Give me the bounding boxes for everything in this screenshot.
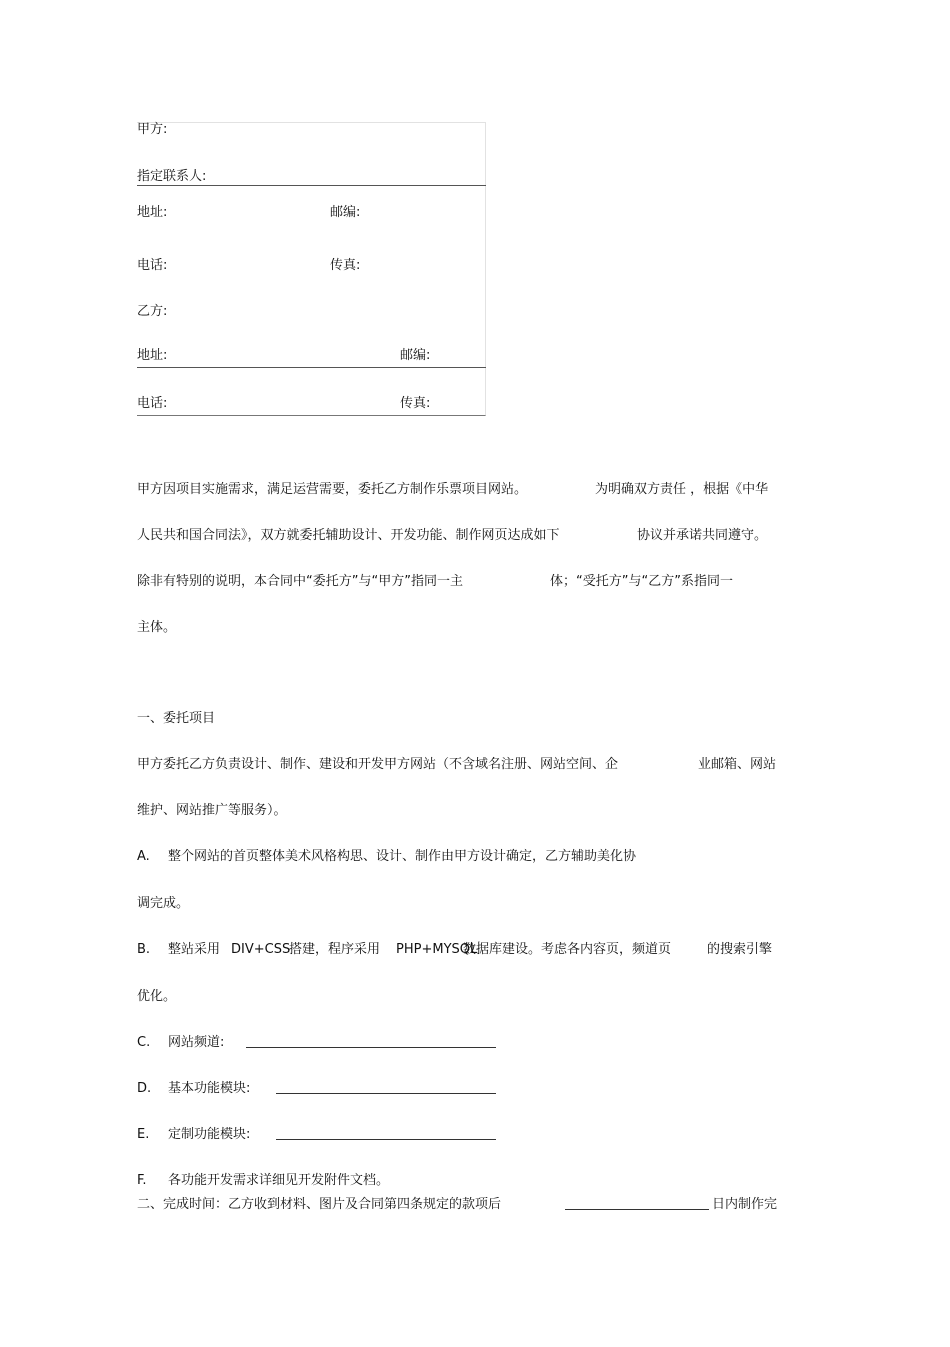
section-1-para-b: 业邮箱、网站	[698, 757, 777, 772]
item-d-marker: D.	[137, 1081, 152, 1096]
item-b-text-3: 搭建，程序采用	[289, 942, 381, 957]
section-1-para-a: 甲方委托乙方负责设计、制作、建设和开发甲方网站（不含域名注册、网站空间、企	[137, 757, 619, 772]
intro-line-3a: 除非有特别的说明，本合同中“委托方”与“甲方”指同一主	[137, 574, 463, 589]
section-2-text: 二、完成时间：乙方收到材料、图片及合同第四条规定的款项后	[137, 1197, 502, 1212]
party-b-divider	[137, 367, 486, 368]
item-b-text-5: 数据库建设。考虑各内容页，频道页	[463, 942, 672, 957]
party-b-fax-label: 传真:	[400, 396, 431, 411]
item-f-text: 各功能开发需求详细见开发附件文档。	[168, 1173, 390, 1188]
section-2-blank	[565, 1197, 709, 1215]
intro-line-4: 主体。	[137, 620, 177, 635]
intro-line-3b: 体；“受托方”与“乙方”系指同一	[550, 574, 733, 589]
item-e-text: 定制功能模块:	[168, 1127, 251, 1142]
party-a-fax-label: 传真:	[330, 258, 361, 273]
item-b-text-2: DIV+CSS	[231, 942, 291, 957]
item-b-text-4: PHP+MYSQL	[396, 942, 478, 957]
party-a-label: 甲方:	[137, 122, 168, 137]
item-b-marker: B.	[137, 942, 151, 957]
item-c-marker: C.	[137, 1035, 151, 1050]
party-a-divider	[137, 185, 486, 186]
intro-line-2b: 协议并承诺共同遵守。	[637, 528, 768, 543]
intro-line-2a: 人民共和国合同法》，双方就委托辅助设计、开发功能、制作网页达成如下	[137, 528, 560, 543]
intro-line-1a: 甲方因项目实施需求，满足运营需要，委托乙方制作乐票项目网站。	[137, 482, 528, 497]
party-b-postcode-label: 邮编:	[400, 348, 431, 363]
item-c-blank	[246, 1035, 496, 1053]
item-a-text: 整个网站的首页整体美术风格构思、设计、制作由甲方设计确定，乙方辅助美化协	[168, 849, 637, 864]
item-e-blank	[276, 1127, 496, 1145]
item-d-text: 基本功能模块:	[168, 1081, 251, 1096]
party-b-address-label: 地址:	[137, 348, 168, 363]
item-c-text: 网站频道:	[168, 1035, 225, 1050]
section-1-heading: 一、委托项目	[137, 711, 216, 726]
party-a-address-label: 地址:	[137, 205, 168, 220]
section-2-tail: 日内制作完	[712, 1197, 778, 1212]
party-b-label: 乙方:	[137, 304, 168, 319]
item-a-continued: 调完成。	[137, 896, 190, 911]
contact-person-label: 指定联系人:	[137, 169, 207, 184]
section-1-para-c: 维护、网站推广等服务）。	[137, 803, 287, 818]
party-info-box	[137, 122, 486, 416]
intro-line-1b: 为明确双方责任 ，根据《中华	[595, 482, 769, 497]
item-b-text-1: 整站采用	[168, 942, 221, 957]
party-b-phone-label: 电话:	[137, 396, 168, 411]
party-a-postcode-label: 邮编:	[330, 205, 361, 220]
item-b-text-6: 的搜索引擎	[707, 942, 773, 957]
item-b-continued: 优化。	[137, 989, 177, 1004]
item-e-marker: E.	[137, 1127, 150, 1142]
item-a-marker: A.	[137, 849, 150, 864]
item-f-marker: F.	[137, 1173, 147, 1188]
party-a-phone-label: 电话:	[137, 258, 168, 273]
item-d-blank	[276, 1081, 496, 1099]
